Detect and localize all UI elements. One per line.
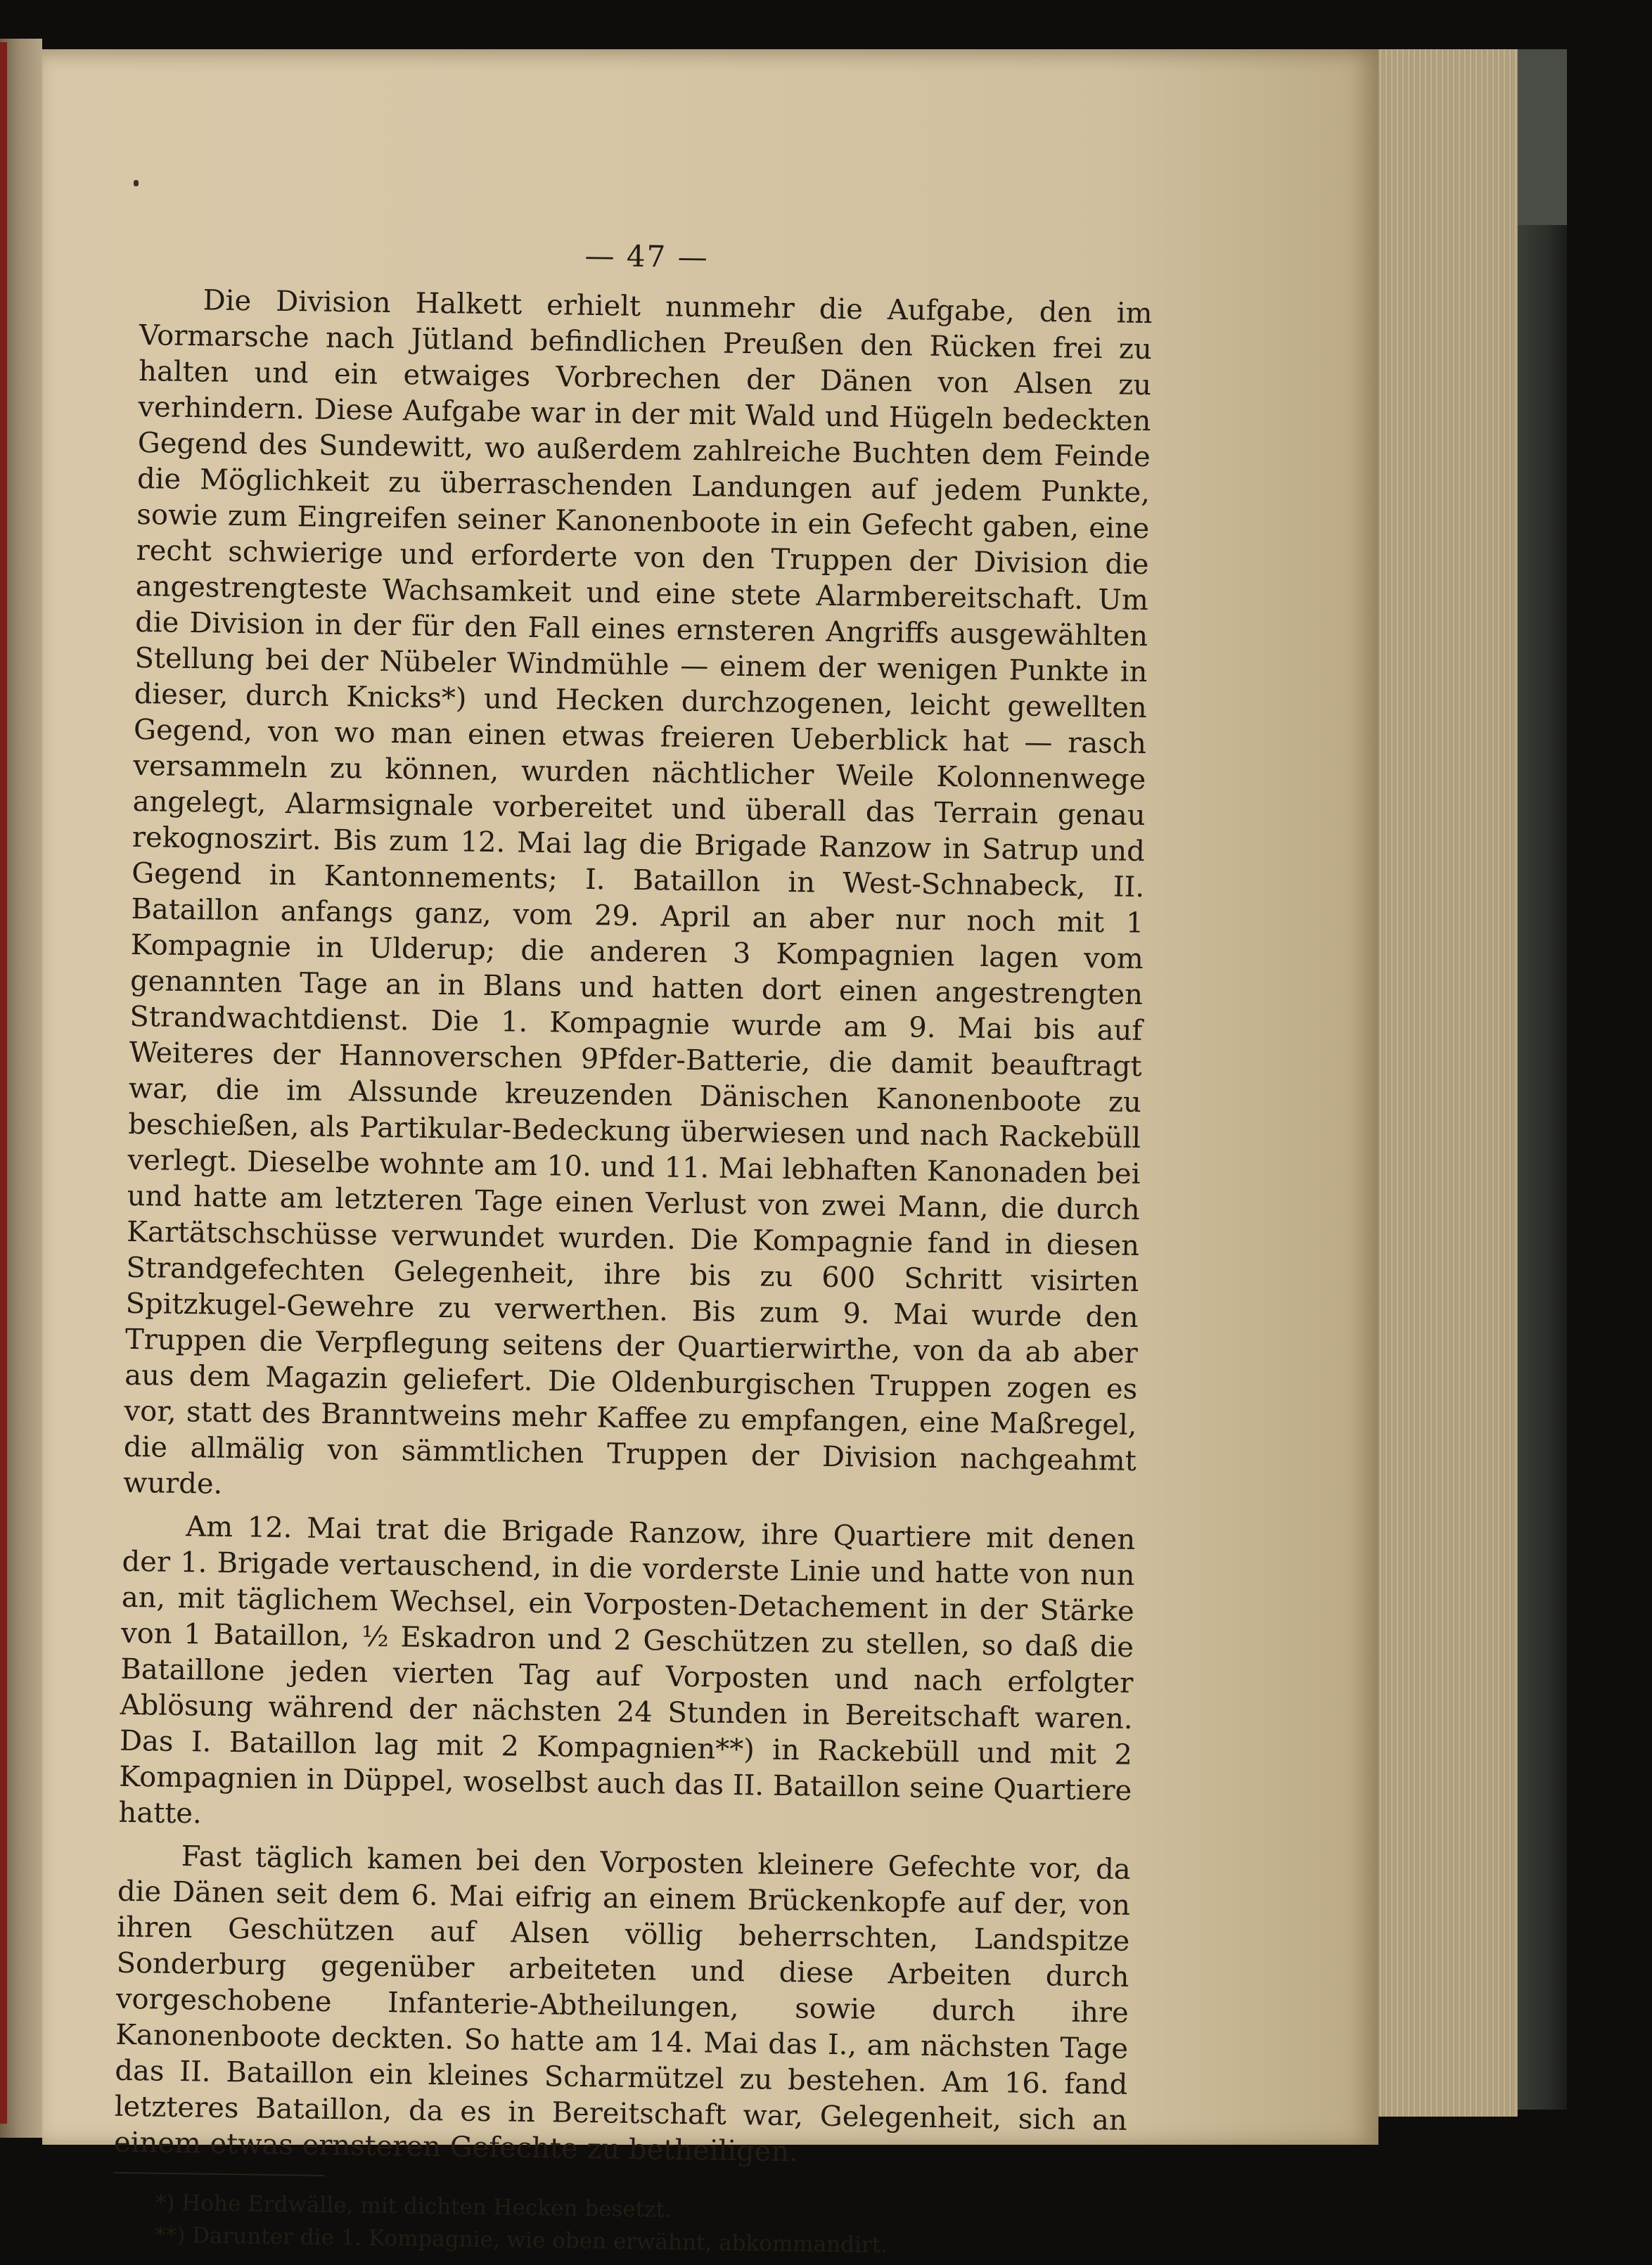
footnote-2: **) Darunter die 1. Kompagnie, wie oben erwähnt, abkommandirt. [154,2222,888,2259]
footnote-divider [113,2172,324,2176]
paragraph-1: Die Division Halkett erhielt nunmehr die Aufgabe, den im Vormarsche nach Jütland befindlichen Preußen den Rücken frei zu halten und ein etwaiges Vorbrechen der Dänen von Alsen zu verhindern. Diese Aufgabe war in der mit Wald und Hügeln bedeckten Gegend des Sundewitt, wo außerdem zahlreiche Buchten dem Feinde die Möglichkeit zu überraschenden Landungen auf jedem Punkte, sowie zum Eingreifen seiner Kanonenboote in ein Gefecht gaben, eine recht schwierige und erforderte von den Truppen der Division die angestrengteste Wachsamkeit und eine stete Alarmbereitschaft. Um die Division in der für den Fall eines ernsteren Angriffs ausgewählten Stellung bei der Nübeler Windmühle — einem der wenigen Punkte in dieser, durch Knicks*) und Hecken durchzogenen, leicht gewellten Gegend, von wo man einen etwas freieren Ueberblick hat — rasch versammeln zu können, wurden nächtlicher Weile Kolonnenwege angelegt, Alarmsignale vorbereitet und überall das Terrain genau rekognoszirt. Bis zum 12. Mai lag die Brigade Ranzow in Satrup und Gegend in Kantonnements; I. Bataillon in West-Schnabeck, II. Bataillon anfangs ganz, vom 29. April an aber nur noch mit 1 Kompagnie in Ulderup; die anderen 3 Kompagnien lagen vom genannten Tage an in Blans und hatten dort einen angestrengten Strandwachtdienst. Die 1. Kompagnie wurde am 9. Mai bis auf Weiteres der Hannoverschen 9Pfder-Batterie, die damit beauftragt war, die im Alssunde kreuzenden Dänischen Kanonenboote zu beschießen, als Partikular-Bedeckung überwiesen und nach Rackebüll verlegt. Dieselbe wohnte am 10. und 11. Mai lebhaften Kanonaden bei und hatte am letzteren Tage einen Verlust von zwei Mann, die durch Kartätschschüsse verwundet wurden. Die Kompagnie fand in diesen Strandgefechten Gelegenheit, ihre bis zu 600 Schritt visirten Spitzkugel-Gewehre zu verwerthen. Bis zum 9. Mai wurde den Truppen die Verpflegung seitens der Quartierwirthe, von da ab aber aus dem Magazin geliefert. Die Oldenburgischen Truppen zogen es vor, statt des Branntweins mehr Kaffee zu empfangen, eine Maßregel, die allmälig von sämmtlichen Truppen der Division nachgeahmt wurde. [122,284,1153,1501]
binding-edge [0,42,7,2124]
paragraph-3: Fast täglich kamen bei den Vorposten kleinere Gefechte vor, da die Dänen seit dem 6. Mai eifrig an einem Brückenkopfe auf der, von ihren Geschützen auf Alsen völlig beherrschten, Landspitze Sonderburg gegenüber arbeiteten und diese Arbeiten durch vorgeschobene Infanterie-Abtheilungen, sowie durch ihre Kanonenboote deckten. So hatte am 14. Mai das I., am nächsten Tage das II. Bataillon ein kleines Scharmützel zu bestehen. Am 16. fand letzteres Bataillon, da es in Bereitschaft war, Gelegenheit, sich an einem etwas ernsteren Gefechte zu betheiligen. [113,1840,1131,2169]
ink-mark [134,180,139,186]
cover-corner [1518,49,1567,225]
page-number: — 47 — [584,238,709,275]
footnote-1: *) Hohe Erdwälle, mit dichten Hecken besetzt. [155,2190,672,2223]
page-text [113,232,1153,2265]
paragraph-2: Am 12. Mai trat die Brigade Ranzow, ihre Quartiere mit denen der 1. Brigade vertauschend, in die vorderste Linie und hatte von nun an, mit täglichem Wechsel, ein Vorposten-Detachement in der Stärke von 1 Bataillon, ½ Eskadron und 2 Geschützen zu stellen, so daß die Bataillone jeden vierten Tag auf Vorposten und nach erfolgter Ablösung während der nächsten 24 Stunden in Bereitschaft waren. Das I. Bataillon lag mit 2 Kompagnien**) in Rackebüll und mit 2 Kompagnien in Düppel, woselbst auch das II. Bataillon seine Quartiere hatte. [118,1510,1136,1830]
book-cover [1518,49,1567,2110]
page-block-edge [1377,49,1518,2117]
